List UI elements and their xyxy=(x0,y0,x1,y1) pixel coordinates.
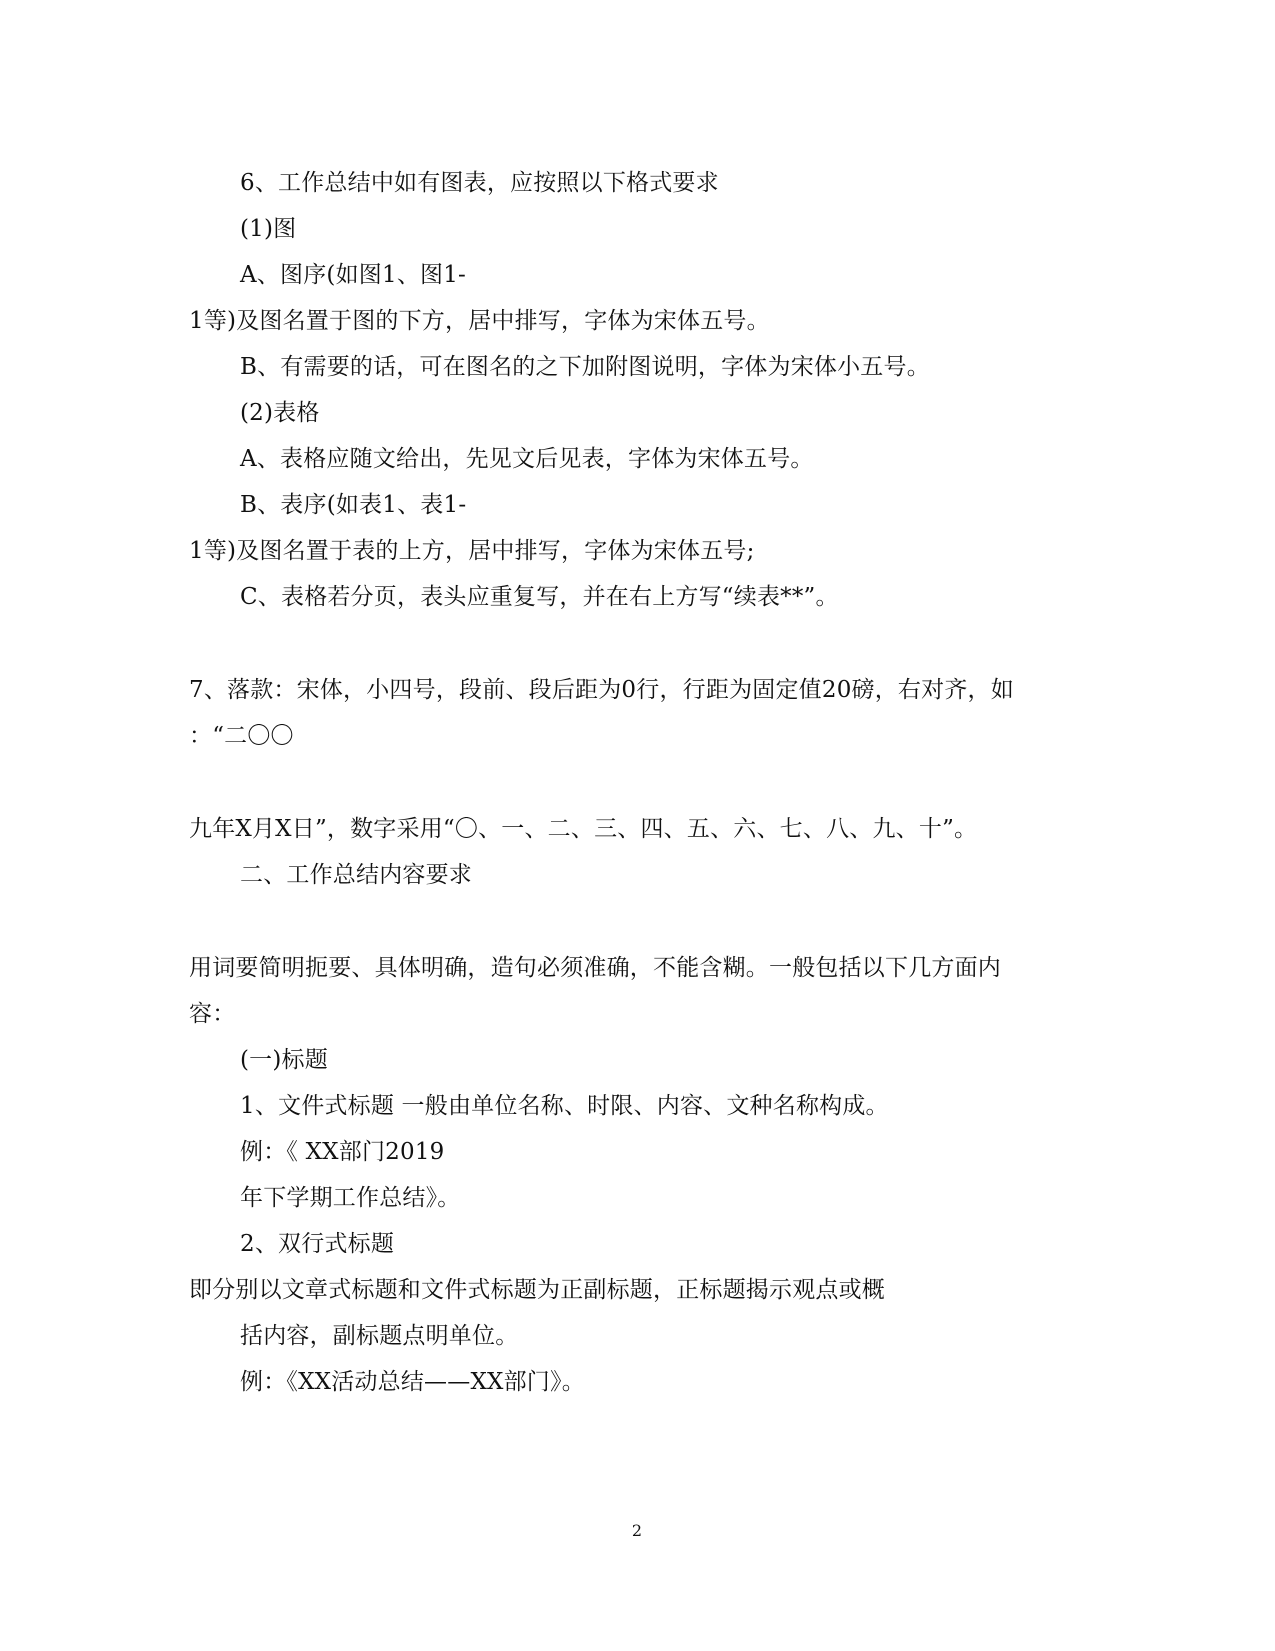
text-line: 6、工作总结中如有图表，应按照以下格式要求 xyxy=(240,170,719,196)
text-line: (1)图 xyxy=(240,216,297,242)
text-line: 容： xyxy=(189,1001,236,1027)
text-line: 例：《XX活动总结——XX部门》。 xyxy=(240,1369,585,1395)
text-line: 年下学期工作总结》。 xyxy=(240,1185,461,1211)
text-line: 1等)及图名置于图的下方，居中排写，字体为宋体五号。 xyxy=(189,308,770,334)
text-line: C、表格若分页，表头应重复写，并在右上方写“续表**”。 xyxy=(240,584,839,610)
text-line: (2)表格 xyxy=(240,400,320,426)
text-line: B、有需要的话，可在图名的之下加附图说明，字体为宋体小五号。 xyxy=(240,354,930,380)
text-line: 二、工作总结内容要求 xyxy=(240,862,472,888)
text-line: B、表序(如表1、表1- xyxy=(240,492,467,518)
text-line: 例：《 XX部门2019 xyxy=(240,1139,445,1165)
text-line: ：“二〇〇 xyxy=(189,723,294,749)
text-line: (一)标题 xyxy=(240,1047,328,1073)
text-line: 1、文件式标题 一般由单位名称、时限、内容、文种名称构成。 xyxy=(240,1093,889,1119)
text-line: A、图序(如图1、图1- xyxy=(240,262,467,288)
text-line: 即分别以文章式标题和文件式标题为正副标题，正标题揭示观点或概 xyxy=(189,1277,885,1303)
text-line: 括内容，副标题点明单位。 xyxy=(240,1323,519,1349)
text-line: 2、双行式标题 xyxy=(240,1231,395,1257)
page-number: 2 xyxy=(631,1521,643,1540)
text-line: A、表格应随文给出，先见文后见表，字体为宋体五号。 xyxy=(240,446,814,472)
text-line: 九年X月X日”，数字采用“〇、一、二、三、四、五、六、七、八、九、十”。 xyxy=(189,816,978,842)
text-line: 用词要简明扼要、具体明确，造句必须准确，不能含糊。一般包括以下几方面内 xyxy=(189,955,1001,981)
text-line: 1等)及图名置于表的上方，居中排写，字体为宋体五号; xyxy=(189,538,755,564)
text-line: 7、落款：宋体，小四号，段前、段后距为0行，行距为固定值20磅，右对齐，如 xyxy=(189,677,1014,703)
